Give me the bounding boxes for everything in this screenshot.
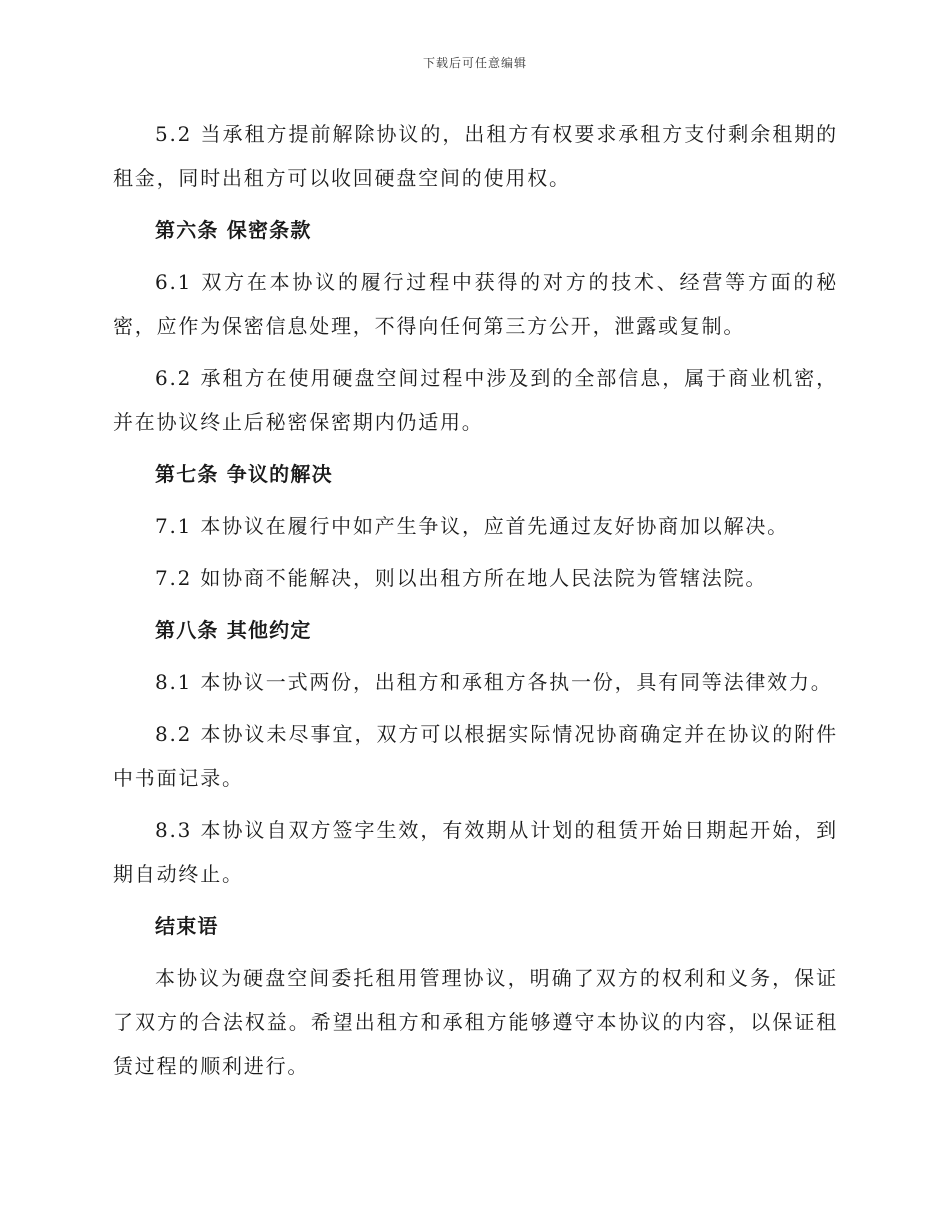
- article-6-heading: 第六条 保密条款: [155, 218, 312, 242]
- document-body: [113, 112, 838, 1088]
- clause-8-2: 8.2 本协议未尽事宜，双方可以根据实际情况协商确定并在协议的附件中书面记录。: [113, 722, 838, 790]
- clause-5-2: 5.2 当承租方提前解除协议的，出租方有权要求承租方支付剩余租期的租金，同时出租方可以收回硬盘空间的使用权。: [113, 122, 838, 190]
- clause-8-3: 8.3 本协议自双方签字生效，有效期从计划的租赁开始日期起开始，到期自动终止。: [113, 818, 838, 886]
- clause-8-1: 8.1 本协议一式两份，出租方和承租方各执一份，具有同等法律效力。: [155, 670, 833, 694]
- header-note: 下载后可任意编辑: [422, 56, 527, 70]
- clause-6-2: 6.2 承租方在使用硬盘空间过程中涉及到的全部信息，属于商业机密，并在协议终止后秘密保密期内仍适用。: [113, 366, 838, 434]
- conclusion-text: 本协议为硬盘空间委托租用管理协议，明确了双方的权利和义务，保证了双方的合法权益。希望出租方和承租方能够遵守本协议的内容，以保证租赁过程的顺利进行。: [113, 966, 838, 1078]
- clause-7-2: 7.2 如协商不能解决，则以出租方所在地人民法院为管辖法院。: [155, 566, 768, 590]
- article-7-heading: 第七条 争议的解决: [155, 462, 333, 486]
- article-8-heading: 第八条 其他约定: [155, 618, 312, 642]
- clause-7-1: 7.1 本协议在履行中如产生争议，应首先通过友好协商加以解决。: [155, 514, 789, 538]
- conclusion-heading: 结束语: [155, 914, 219, 938]
- clause-6-1: 6.1 双方在本协议的履行过程中获得的对方的技术、经营等方面的秘密，应作为保密信息处理，不得向任何第三方公开，泄露或复制。: [113, 270, 838, 338]
